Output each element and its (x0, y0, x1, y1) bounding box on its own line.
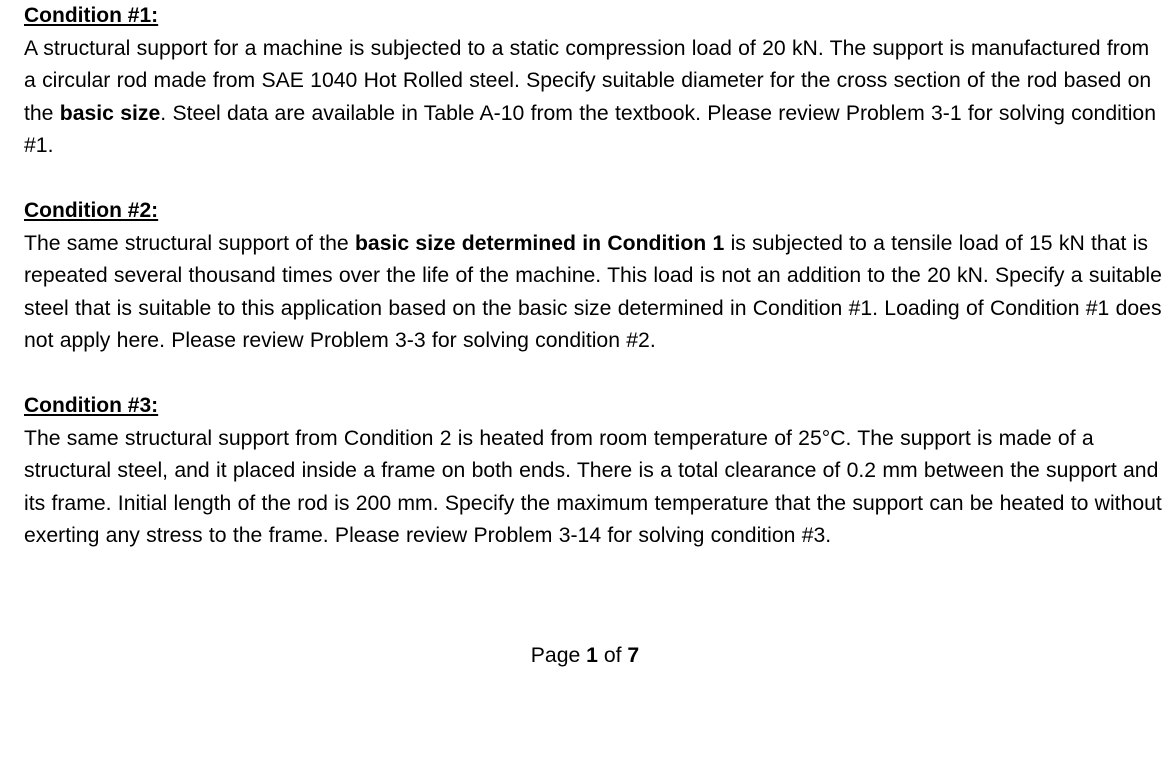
condition-2-text-part-1: The same structural support of the (24, 231, 355, 255)
condition-3-section (24, 390, 1164, 553)
condition-2-heading: Condition #2: (24, 199, 159, 222)
document-body (24, 0, 1164, 553)
condition-3-heading: Condition #3: (24, 394, 159, 417)
condition-2-text-part-2: is subjected to a tensile load of 15 kN that is repeated several thousand times over the life of the machine. This load is not an addition to the 20 kN. Specify a suitable steel that is suitable to this application based on the basic size determined in Condition #1. Loading of Condition #1 does not apply here. Please review Problem 3-3 for solving condition #2. (24, 231, 1162, 352)
condition-1-section (24, 0, 1164, 163)
condition-1-text (24, 33, 1164, 163)
section-spacer (24, 358, 1164, 391)
condition-1-text-part-2: . Steel data are available in Table A-10 from the textbook. Please review Problem 3-1 for solving condition #1. (24, 101, 1156, 157)
condition-2-section (24, 195, 1164, 358)
page-current: 1 (586, 644, 598, 667)
page-number (0, 640, 1170, 672)
condition-2-emphasis: basic size determined in Condition 1 (354, 231, 725, 255)
of-word: of (603, 644, 622, 667)
condition-1-text-part-1: A structural support for a machine is subjected to a static compression load of 20 kN. The support is manufactured from a circular rod made from SAE 1040 Hot Rolled steel. Specify suitable diameter for the cross section of the rod based on the (24, 36, 1152, 125)
condition-1-emphasis: basic size (59, 101, 161, 125)
page-total: 7 (627, 644, 640, 667)
page-word: Page (530, 644, 581, 667)
condition-3-text (24, 423, 1164, 553)
condition-1-heading: Condition #1: (24, 4, 159, 27)
section-spacer (24, 163, 1164, 196)
condition-2-text (24, 228, 1164, 358)
condition-3-text-part-1: The same structural support from Condition 2 is heated from room temperature of 25°C. The support is made of a structural steel, and it placed inside a frame on both ends. There is a total clearance of 0.2 mm between the support and its frame. Initial length of the rod is 200 mm. Specify the maximum temperature that the support can be heated to without exerting any stress to the frame. Please review Problem 3-14 for solving condition #3. (24, 426, 1162, 547)
